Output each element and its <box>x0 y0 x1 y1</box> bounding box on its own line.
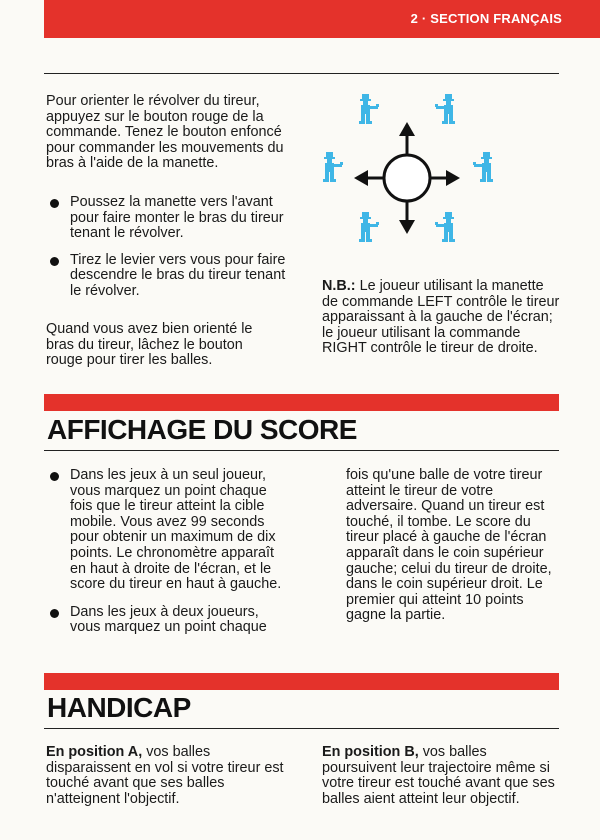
cowboy-sprite-right <box>473 152 493 182</box>
score-bullet-2-text: Dans les jeux à deux joueurs, vous marquez un point chaque <box>70 603 267 636</box>
score-bullet-1 <box>46 468 291 593</box>
section-label: 2 · SECTION FRANÇAIS <box>410 11 562 26</box>
aiming-bullet-2-text: Tirez le levier vers vous pour faire descendre le bras du tireur tenant le révolver. <box>70 251 286 299</box>
cowboy-sprite-bottom-right <box>435 212 455 242</box>
cowboy-sprite-bottom-left <box>359 212 379 242</box>
aiming-bullet-1 <box>46 195 286 242</box>
cowboy-sprite-top-right <box>435 94 455 124</box>
bullet-icon <box>50 257 59 266</box>
handicap-position-a <box>46 745 286 807</box>
bullet-icon <box>50 609 59 618</box>
score-section-bar <box>44 394 559 411</box>
position-a-text: vos balles disparaissent en vol si votre tireur est touché avant que ses balles n'atteignent l'objectif. <box>46 744 284 807</box>
score-bullet-1-text: Dans les jeux à un seul joueur, vous marquez un point chaque fois que le tireur atteint la cible mobile. Vous avez 99 seconds pour obtenir un maximum de dix points. Le chronomètre apparaît en haut à droite de l'écran, et le score du tireur en haut à gauche. <box>70 467 282 593</box>
handicap-position-b <box>322 745 562 807</box>
handicap-rule <box>44 728 559 729</box>
joystick-direction-diagram <box>318 90 498 260</box>
score-title: AFFICHAGE DU SCORE <box>47 414 357 445</box>
handicap-section-bar <box>44 673 559 690</box>
aiming-bullet-list <box>46 195 286 300</box>
bullet-icon <box>50 199 59 208</box>
top-rule <box>44 73 559 74</box>
cowboy-sprite-left <box>323 152 343 182</box>
position-b-text: vos balles poursuivent leur trajectoire même si votre tireur est touché avant que ses balles aient atteint leur objectif. <box>322 744 555 807</box>
score-rule <box>44 450 559 451</box>
aiming-intro: Pour orienter le révolver du tireur, appuyez sur le bouton rouge de la commande. Tenez le bouton enfoncé pour commander les mouvements du bras à l'aide de la manette. <box>46 93 284 172</box>
bullet-icon <box>50 472 59 481</box>
score-bullet-list <box>46 468 291 636</box>
score-continued: fois qu'une balle de votre tireur atteint le tireur de votre adversaire. Quand un tireur est touché, il tombe. Le score du tireur placé à gauche de l'écran apparaît dans le coin supérieur gauche; celui du tireur de droite, dans le coin supérieur droit. Le premier qui atteint 10 points gagne la partie. <box>346 467 552 624</box>
position-a-label: En position A, <box>46 744 143 760</box>
aiming-bullet-2 <box>46 253 286 300</box>
position-b-label: En position B, <box>322 744 419 760</box>
cowboy-sprite-top-left <box>359 94 379 124</box>
aiming-bullet-1-text: Poussez la manette vers l'avant pour faire monter le bras du tireur tenant le révolver. <box>70 194 284 242</box>
note-label: N.B.: <box>322 278 356 294</box>
handicap-title: HANDICAP <box>47 692 191 723</box>
score-bullet-2 <box>46 605 291 636</box>
aiming-outro: Quand vous avez bien orienté le bras du tireur, lâchez le bouton rouge pour tirer les balles. <box>46 321 253 369</box>
header-bar <box>44 0 600 38</box>
note-text: Le joueur utilisant la manette de commande LEFT contrôle le tireur apparaissant à la gauche de l'écran; le joueur utilisant la commande RIGHT contrôle le tireur de droite. <box>322 278 560 357</box>
player-note <box>322 279 562 357</box>
